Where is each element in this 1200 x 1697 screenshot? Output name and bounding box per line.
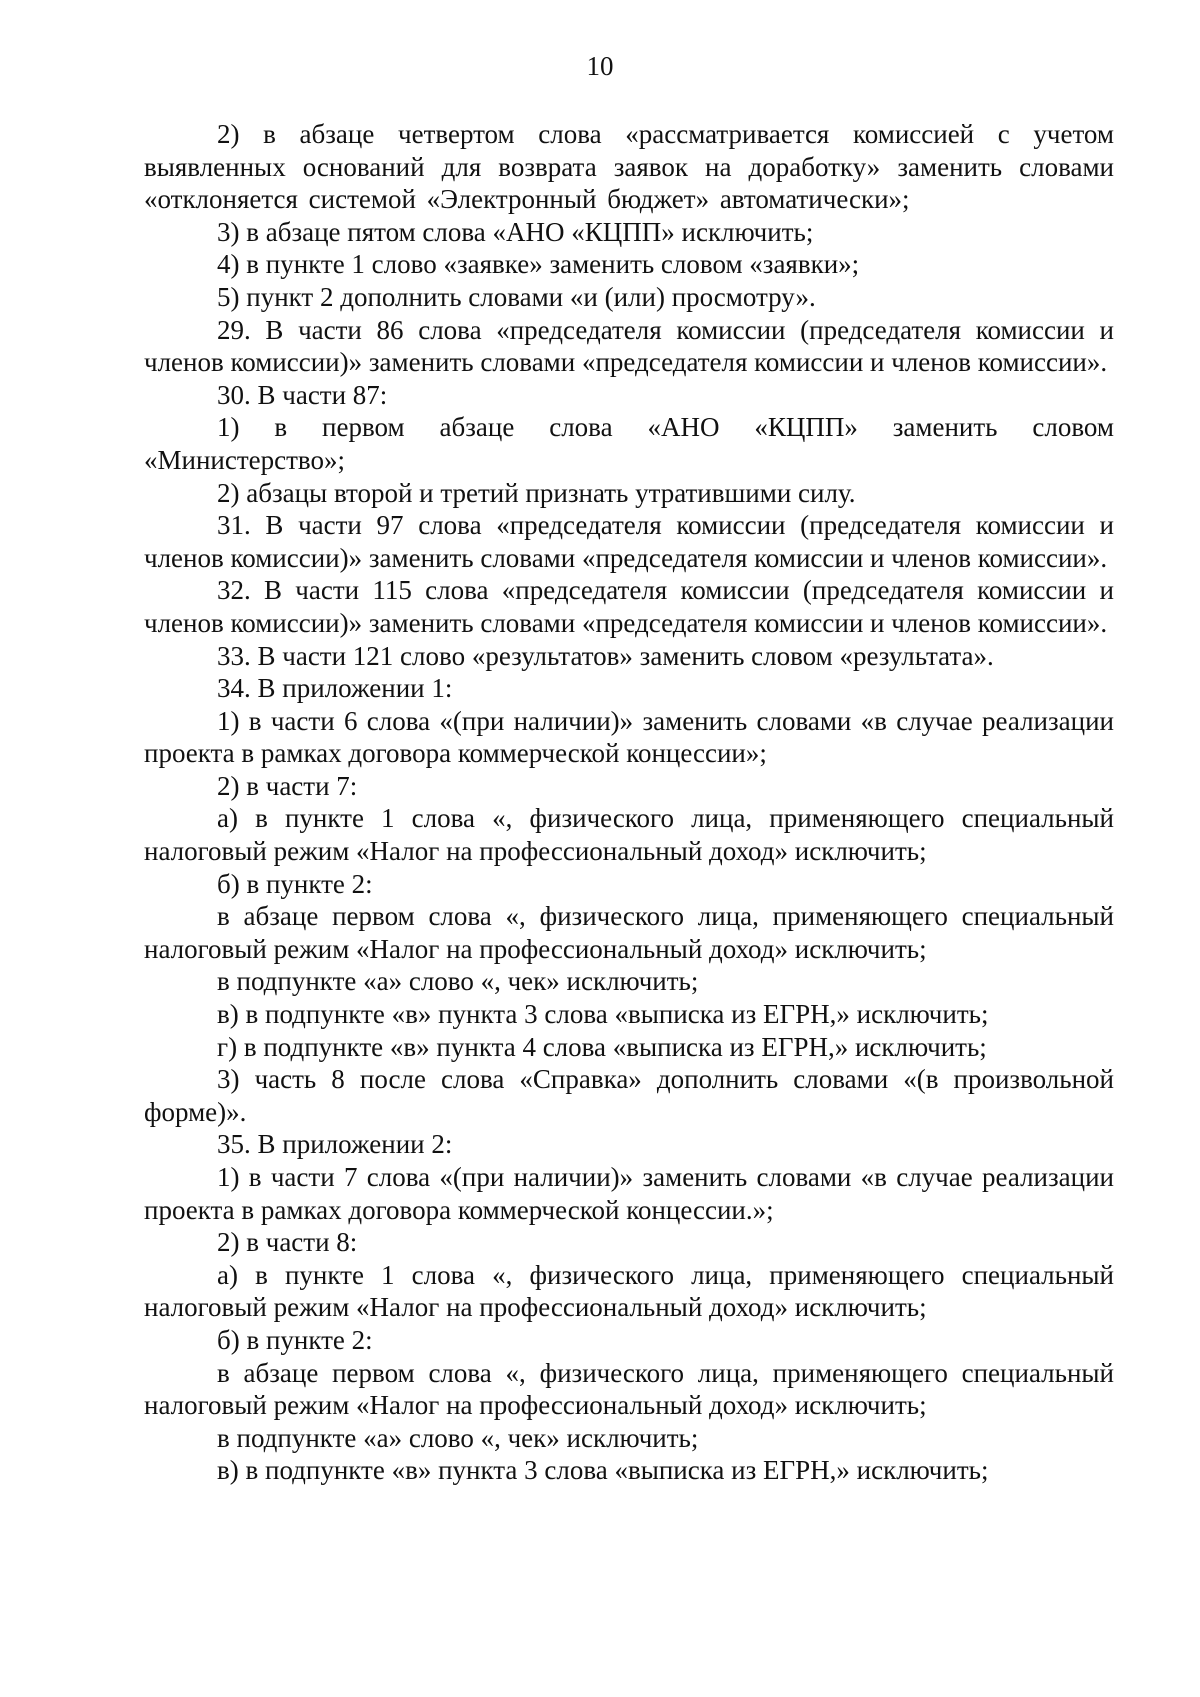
paragraph: 2) абзацы второй и третий признать утратившими силу. bbox=[217, 477, 856, 508]
paragraph: 34. В приложении 1: bbox=[217, 673, 453, 704]
paragraph: в подпункте «а» слово «, чек» исключить; bbox=[217, 1422, 699, 1453]
paragraph: 2) в части 8: bbox=[217, 1227, 358, 1258]
paragraph: 3) в абзаце пятом слова «АНО «КЦПП» исключить; bbox=[217, 216, 814, 247]
paragraph: а) в пункте 1 слова «, физического лица, применяющего специальный налоговый режим «Налог на профессиональный доход» исключить; bbox=[144, 1259, 1114, 1323]
paragraph: б) в пункте 2: bbox=[217, 1324, 373, 1355]
paragraph: 2) в части 7: bbox=[217, 770, 358, 801]
paragraph: 1) в части 7 слова «(при наличии)» заменить словами «в случае реализации проекта в рамках договора коммерческой концессии.»; bbox=[144, 1162, 1114, 1225]
paragraph: 1) в первом абзаце слова «АНО «КЦПП» заменить словом «Министерство»; bbox=[144, 412, 1114, 475]
page-number: 10 bbox=[586, 51, 614, 81]
paragraph: в) в подпункте «в» пункта 3 слова «выписка из ЕГРН,» исключить; bbox=[217, 999, 989, 1030]
document-body bbox=[144, 118, 1114, 1487]
paragraph: в абзаце первом слова «, физического лица, применяющего специальный налоговый режим «Налог на профессиональный доход» исключить; bbox=[144, 901, 1114, 964]
paragraph: 4) в пункте 1 слово «заявке» заменить словом «заявки»; bbox=[217, 249, 860, 280]
paragraph: 3) часть 8 после слова «Справка» дополнить словами «(в произвольной форме)». bbox=[144, 1064, 1114, 1127]
paragraph: а) в пункте 1 слова «, физического лица, применяющего специальный налоговый режим «Налог на профессиональный доход» исключить; bbox=[144, 803, 1114, 867]
paragraph: 1) в части 6 слова «(при наличии)» заменить словами «в случае реализации проекта в рамках договора коммерческой концессии»; bbox=[144, 705, 1114, 769]
paragraph: 29. В части 86 слова «председателя комиссии (председателя комиссии и членов комиссии)» заменить словами «председателя комиссии и членов комиссии». bbox=[144, 314, 1114, 378]
paragraph: 35. В приложении 2: bbox=[217, 1129, 453, 1160]
paragraph: 33. В части 121 слово «результатов» заменить словом «результата». bbox=[217, 640, 994, 671]
paragraph: в) в подпункте «в» пункта 3 слова «выписка из ЕГРН,» исключить; bbox=[217, 1455, 989, 1486]
paragraph: 30. В части 87: bbox=[217, 379, 388, 410]
paragraph: в подпункте «а» слово «, чек» исключить; bbox=[217, 966, 699, 997]
paragraph: 2) в абзаце четвертом слова «рассматривается комиссией с учетом выявленных оснований для возврата заявок на доработку» заменить словами «отклоняется системой «Электронный бюджет» автоматически»; bbox=[144, 119, 1114, 215]
paragraph: в абзаце первом слова «, физического лица, применяющего специальный налоговый режим «Налог на профессиональный доход» исключить; bbox=[144, 1357, 1114, 1421]
paragraph: 32. В части 115 слова «председателя комиссии (председателя комиссии и членов комиссии)» заменить словами «председателя комиссии и членов комиссии». bbox=[144, 575, 1114, 638]
paragraph: б) в пункте 2: bbox=[217, 868, 373, 899]
paragraph: 5) пункт 2 дополнить словами «и (или) просмотру». bbox=[217, 281, 816, 312]
paragraph: 31. В части 97 слова «председателя комиссии (председателя комиссии и членов комиссии)» заменить словами «председателя комиссии и членов комиссии». bbox=[144, 510, 1114, 573]
paragraph: г) в подпункте «в» пункта 4 слова «выписка из ЕГРН,» исключить; bbox=[217, 1031, 987, 1062]
